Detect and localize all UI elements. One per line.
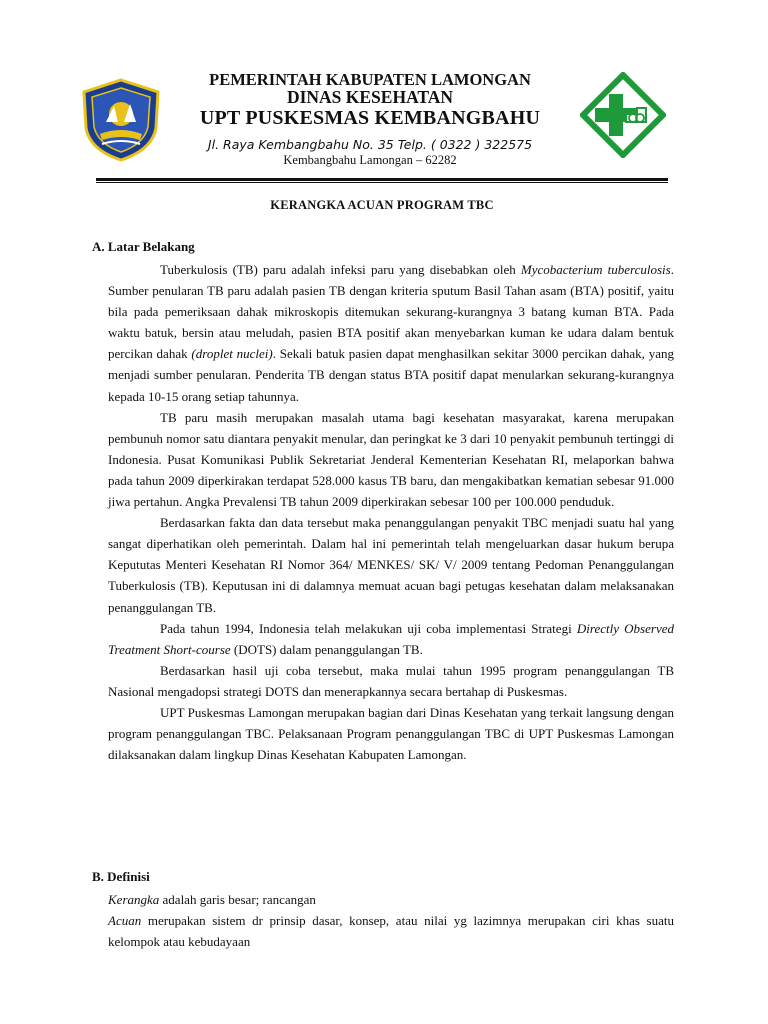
health-cross-logo-icon [580,72,666,158]
lamongan-regency-seal-icon [80,78,162,162]
section-a-body [108,259,674,765]
header-divider-thick [96,178,668,181]
paragraph-1: Tuberkulosis (TB) paru adalah infeksi paru yang disebabkan oleh Mycobacterium tuberculosis. Sumber penularan TB paru adalah pasien TB dengan kriteria sputum Basil Tahan asam (BTA) positif, yaitu bila pada pemeriksaan dahak mikroskopis ditemukan sekurang-kurangnya 3 batang kuman BTA. Pada waktu batuk, bersin atau meludah, pasien BTA positif akan menyebarkan kuman ke udara dalam bentuk percikan dahak (droplet nuclei). Sekali batuk pasien dapat menghasilkan sekitar 3000 percikan dahak, yang menjadi sumber penularan. Penderita TB dengan status BTA positif dapat menularkan sekurang-kurangnya kepada 10-15 orang setiap tahunnya. [108,262,675,404]
definition-acuan: Acuan merupakan sistem dr prinsip dasar, konsep, atau nilai yg lazimnya merupakan ciri khas suatu kelompok atau kebudayaan [108,913,674,950]
paragraph-3: Berdasarkan fakta dan data tersebut maka penanggulangan penyakit TBC menjadi suatu hal yang sangat diperhatikan oleh pemerintah. Dalam hal ini pemerintah telah mengeluarkan dasar hukum berupa Kepututas Menteri Kesehatan RI Nomor 364/ MENKES/ SK/ V/ 2009 tentang Pedoman Penanggulangan Tuberkulosis (TB). Keputusan ini di dalamnya memuat acuan bagi petugas kesehatan dalam melaksanakan penanggulangan TB. [108,515,674,615]
header-divider-thin [96,182,668,183]
header-city: Kembangbahu Lamongan – 62282 [283,153,457,167]
definition-kerangka: Kerangka adalah garis besar; rancangan [108,892,316,907]
paragraph-5: Berdasarkan hasil uji coba tersebut, maka mulai tahun 1995 program penanggulangan TB Nasional mengadopsi strategi DOTS dan menerapkannya secara bertahap di Puskesmas. [108,662,674,699]
header-government-line: PEMERINTAH KABUPATEN LAMONGAN [209,70,531,89]
header-address: Jl. Raya Kembangbahu No. 35 Telp. ( 0322 ) 322575 [207,137,533,152]
section-a-heading: A. Latar Belakang [92,239,195,254]
document-title: KERANGKA ACUAN PROGRAM TBC [270,198,494,212]
paragraph-6: UPT Puskesmas Lamongan merupakan bagian dari Dinas Kesehatan yang terkait langsung dengan program penanggulangan TBC. Pelaksanaan Program penanggulangan TBC di UPT Puskesmas Lamongan dilaksanakan dalam lingkup Dinas Kesehatan Kabupaten Lamongan. [108,704,674,763]
paragraph-4: Pada tahun 1994, Indonesia telah melakukan uji coba implementasi Strategi Directly Observed Treatment Short-course (DOTS) dalam penanggulangan TB. [108,620,674,657]
section-b-body [108,889,674,952]
header-department-line: DINAS KESEHATAN [286,87,454,107]
section-b-heading: B. Definisi [92,869,150,884]
paragraph-2: TB paru masih merupakan masalah utama bagi kesehatan masyarakat, karena merupakan pembunuh nomor satu diantara penyakit menular, dan peringkat ke 3 dari 10 penyakit pembunuh tertinggi di Indonesia. Pusat Komunikasi Publik Sekretariat Jenderal Kementerian Kesehatan RI, melaporkan bahwa pada tahun 2009 diperkirakan terdapat 528.000 kasus TB baru, dan mengakibatkan kematian sebesar 91.000 jiwa pertahun. Angka Prevalensi TB tahun 2009 diperkirakan sebesar 100 per 100.000 penduduk. [108,409,674,510]
header-institution-name: UPT PUSKESMAS KEMBANGBAHU [199,107,541,129]
